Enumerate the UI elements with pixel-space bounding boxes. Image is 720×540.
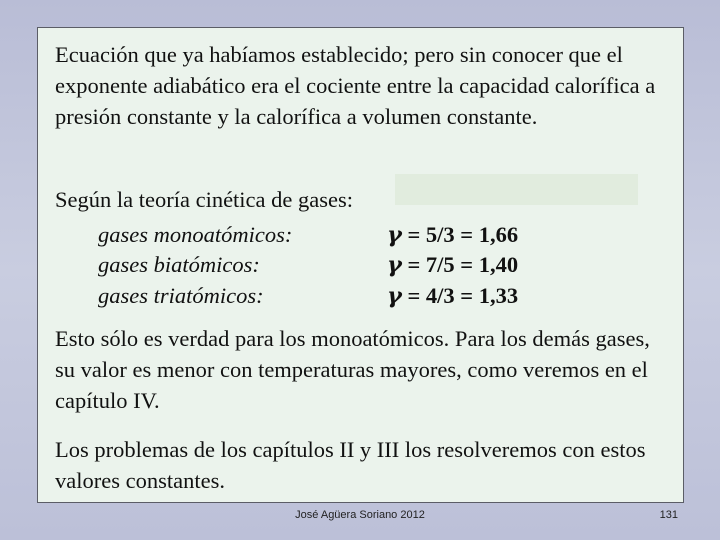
- gas-label-diatomic: gases biatómicos:: [98, 252, 260, 277]
- gamma-value-text: = 4/3 = 1,33: [407, 283, 519, 308]
- footer-author: José Agüera Soriano 2012: [295, 509, 425, 521]
- gamma-symbol: γ: [387, 222, 402, 248]
- gamma-value-monoatomic: [387, 219, 518, 251]
- kinetic-theory-intro: Según la teoría cinética de gases:: [55, 187, 354, 212]
- gas-label-triatomic: gases triatómicos:: [98, 283, 264, 308]
- page-number: 131: [659, 509, 678, 521]
- gas-label-monoatomic: gases monoatómicos:: [98, 222, 293, 247]
- slide-content-panel: [37, 27, 684, 503]
- gamma-value-diatomic: [387, 249, 518, 281]
- gamma-value-text: = 7/5 = 1,40: [407, 252, 519, 277]
- gamma-value-text: = 5/3 = 1,66: [407, 222, 519, 247]
- gamma-value-triatomic: [387, 280, 518, 312]
- gamma-symbol: γ: [387, 283, 402, 309]
- paragraph-temperature-note: Esto sólo es verdad para los monoatómicos. Para los demás gases, su valor es menor con temperaturas mayores, como veremos en el capítulo IV.: [55, 326, 650, 413]
- paragraph-constant-values: Los problemas de los capítulos II y III los resolveremos con estos valores constantes.: [55, 437, 646, 493]
- paragraph-adiabatic-exponent: Ecuación que ya habíamos establecido; pero sin conocer que el exponente adiabático era el cociente entre la capacidad calorífica a presión constante y la calorífica a volumen constante.: [55, 42, 656, 129]
- gamma-symbol: γ: [387, 252, 402, 278]
